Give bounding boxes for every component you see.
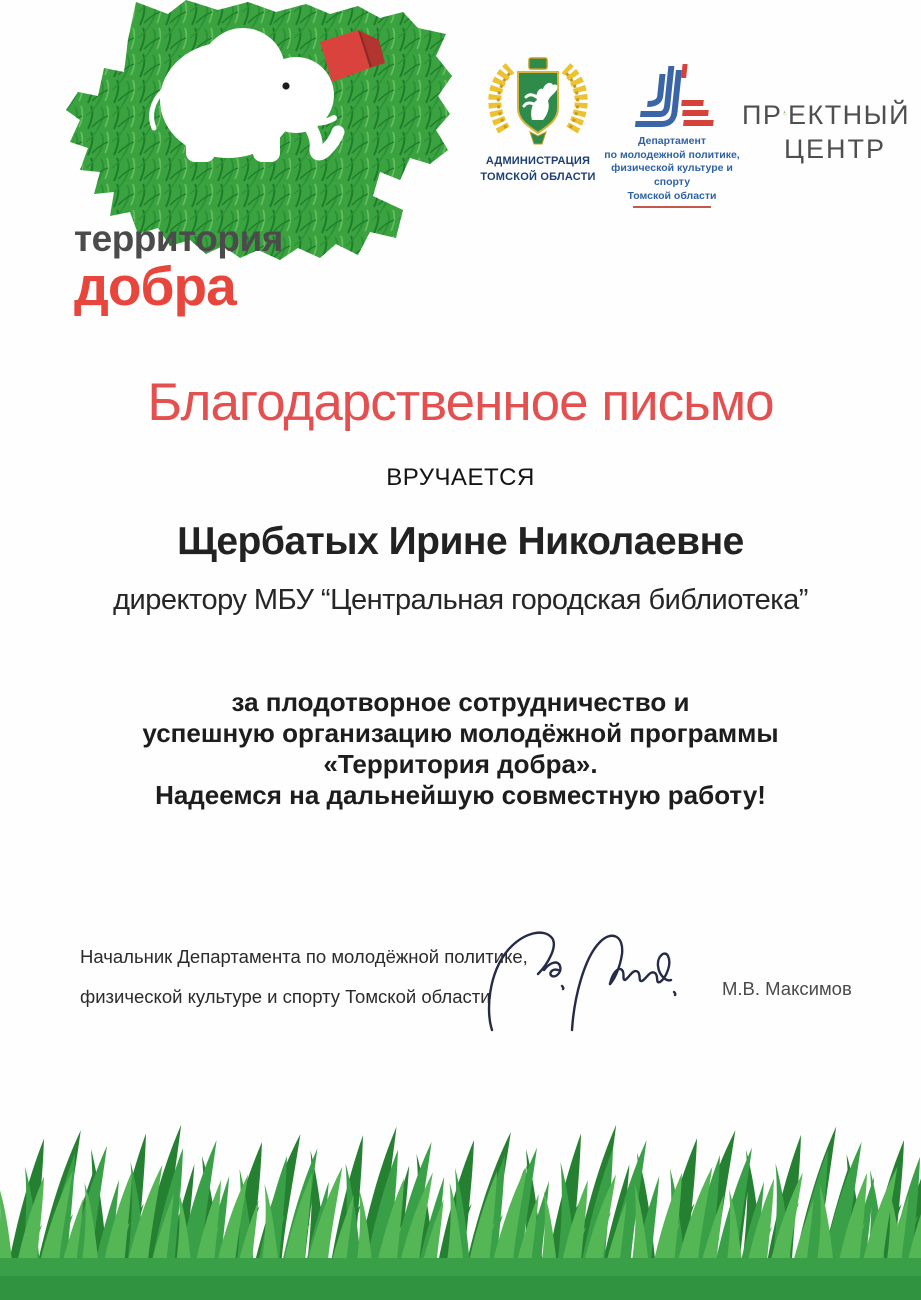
body-line: успешную организацию молодёжной программы: [142, 718, 779, 748]
signer-position: [80, 946, 528, 1026]
body-line: Надеемся на дальнейшую совместную работу!: [155, 780, 766, 810]
brand-wordmark: [74, 218, 283, 317]
tomsk-coat-of-arms-icon: [482, 56, 594, 148]
recipient-role: директору МБУ “Центральная городская библиотека”: [113, 584, 808, 616]
signer-position-line1: Начальник Департамента по молодёжной политике,: [80, 946, 528, 967]
project-center-suffix: ЕКТНЫЙ: [787, 99, 910, 130]
signer-position-line2: физической культуре и спорту Томской области: [80, 986, 491, 1007]
certificate-title: Благодарственное письмо: [147, 373, 774, 432]
grass-border-icon: [0, 1118, 921, 1300]
department-label-line3: физической культуре и спорту: [611, 162, 733, 188]
administration-label-line2: ТОМСКОЙ ОБЛАСТИ: [480, 170, 596, 183]
certificate-body: [0, 687, 921, 811]
body-line: за плодотворное сотрудничество и: [231, 687, 690, 717]
administration-label-line1: АДМИНИСТРАЦИЯ: [485, 155, 591, 167]
recipient-name: Щербатых Ирине Николаевне: [177, 520, 744, 563]
department-label-line1: Департамент: [638, 135, 706, 147]
department-underline: [633, 206, 711, 208]
department-label-line2: по молодежной политике,: [604, 148, 740, 161]
department-logo: [596, 60, 748, 208]
administration-logo: [479, 56, 597, 186]
brand-word-territory: территория: [74, 218, 283, 259]
power-button-icon: [783, 96, 787, 130]
brand-word-dobra: добра: [74, 255, 236, 317]
project-center-word2: ЦЕНТР: [784, 134, 886, 164]
department-label-line4: Томской области: [627, 189, 717, 202]
signer-name: М.В. Максимов: [722, 978, 852, 999]
project-center-logo: [742, 98, 910, 165]
department-mark-icon: [626, 60, 718, 132]
body-line: «Территория добра».: [323, 749, 598, 779]
mammoth-eye: [282, 82, 289, 89]
handwritten-signature: [478, 912, 706, 1040]
project-center-prefix: ПР: [742, 99, 783, 130]
presented-label: ВРУЧАЕТСЯ: [386, 464, 535, 491]
